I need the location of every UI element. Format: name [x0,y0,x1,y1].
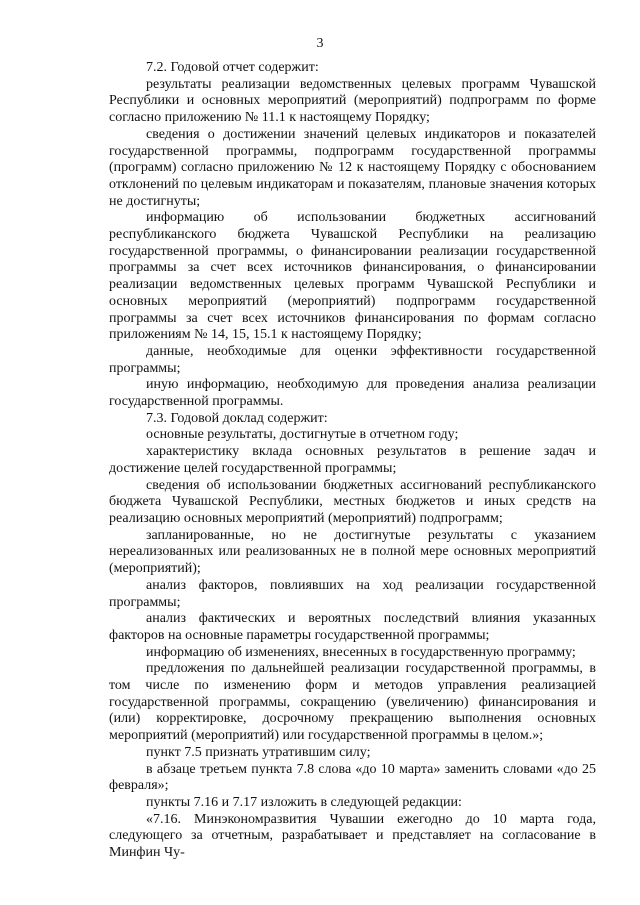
paragraph: пункт 7.5 признать утратившим силу; [146,744,371,760]
paragraph: основные результаты, достигнутые в отчетном году; [146,427,459,443]
paragraph: результаты реализации ведомственных целевых программ Чувашской Республики и основных мероприятий (мероприятий) подпрограмм по форме согласно приложению № 11.1 к настоящему Порядку; [109,76,596,126]
paragraph: сведения об использовании бюджетных ассигнований республиканского бюджета Чувашской Республики, местных бюджетов и иных средств на реализацию основных мероприятий (мероприятий) подпрограмм; [109,477,596,526]
paragraph: предложения по дальнейшей реализации государственной программы, в том числе по изменению форм и методов управления реализацией государственной программы, сокращению (увеличению) финансирования и (или) корректировке, досрочному прекращению выполнения основных мероприятий (мероприятий) или государственной программы в целом.»; [109,661,596,744]
paragraph: запланированные, но не достигнутые результаты с указанием нереализованных или реализованных не в полной мере основных мероприятий (мероприятий); [109,527,596,577]
paragraph: в абзаце третьем пункта 7.8 слова «до 10 марта» заменить словами «до 25 февраля»; [109,761,596,794]
paragraph: пункты 7.16 и 7.17 изложить в следующей редакции: [146,794,462,810]
paragraph-section-7-2: 7.2. Годовой отчет содержит: [146,60,319,75]
paragraph: информацию об использовании бюджетных ассигнований республиканского бюджета Чувашской Республики на реализацию государственной программы, о финансировании реализации государственной программы за счет всех источников финансирования, о финансировании реализации ведомственных целевых программ Чувашской Республики и основных мероприятий (мероприятий) подпрограмм государственной программы за счет всех источников финансирования по формам согласно приложениям № 14, 15, 15.1 к настоящему Порядку; [109,210,596,343]
paragraph: анализ фактических и вероятных последствий влияния указанных факторов на основные параметры государственной программы; [109,611,596,643]
paragraph: иную информацию, необходимую для проведения анализа реализации государственной программы. [109,377,596,410]
document-body [109,60,596,862]
paragraph: данные, необходимые для оценки эффективности государственной программы; [109,343,596,376]
paragraph: характеристику вклада основных результатов в решение задач и достижение целей государственной программы; [109,444,596,476]
paragraph-section-7-3: 7.3. Годовой доклад содержит: [146,410,328,426]
paragraph: анализ факторов, повлиявших на ход реализации государственной программы; [109,577,596,610]
paragraph: сведения о достижении значений целевых индикаторов и показателей государственной программы, подпрограмм государственной программы (программ) согласно приложению № 12 к настоящему Порядку с обоснованием отклонений по целевым индикаторам и показателям, плановые значения которых не достигнуты; [109,126,596,209]
page-number: 3 [316,36,324,51]
paragraph-section-7-16: «7.16. Минэкономразвития Чувашии ежегодно до 10 марта года, следующего за отчетным, разрабатывает и представляет на согласование в Минфин Чу- [109,811,596,861]
paragraph: информацию об изменениях, внесенных в государственную программу; [146,644,576,660]
